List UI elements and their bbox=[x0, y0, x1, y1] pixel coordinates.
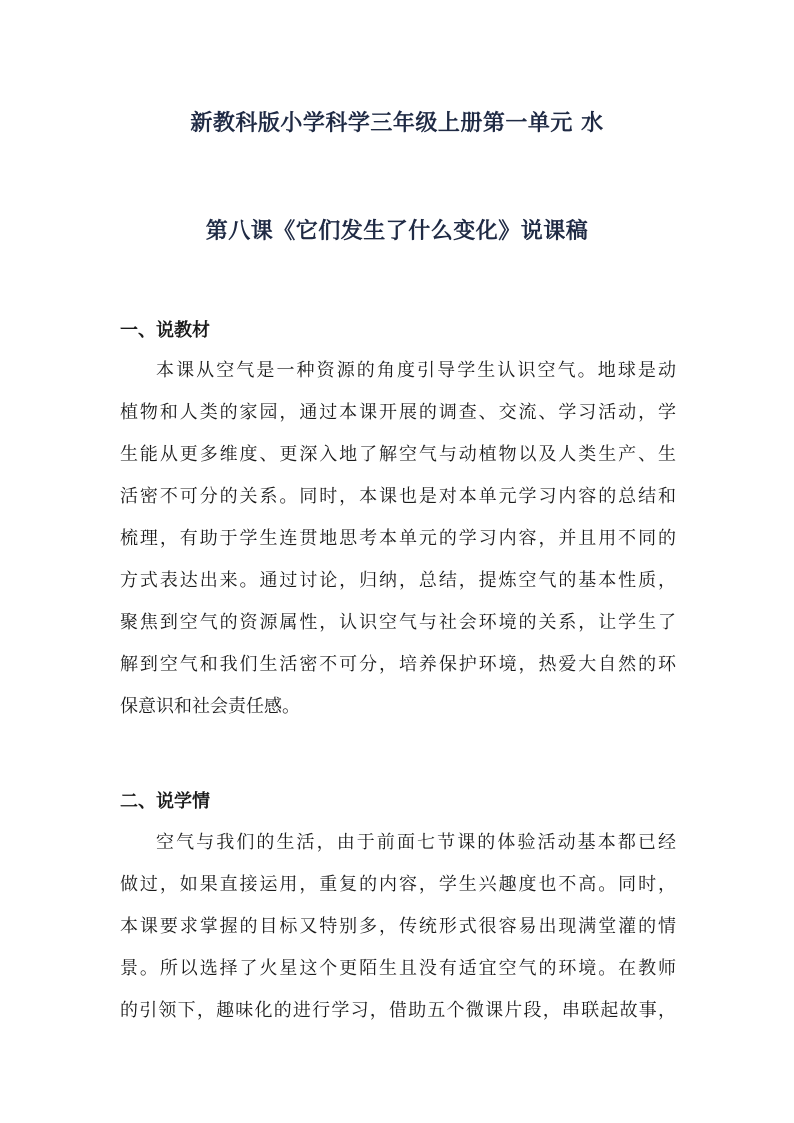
paragraph-line: 梳理，有助于学生连贯地思考本单元的学习内容，并且用不同的 bbox=[120, 528, 676, 549]
paragraph-line: 方式表达出来。通过讨论，归纳，总结，提炼空气的基本性质， bbox=[120, 570, 676, 591]
section-heading-textbook: 一、说教材 bbox=[120, 320, 210, 341]
paragraph-line: 景。所以选择了火星这个更陌生且没有适宜空气的环境。在教师 bbox=[120, 958, 676, 979]
section-paragraph-textbook bbox=[120, 350, 676, 728]
document-title: 新教科版小学科学三年级上册第一单元 水 bbox=[190, 111, 604, 136]
paragraph-line: 做过，如果直接运用，重复的内容，学生兴趣度也不高。同时， bbox=[120, 874, 676, 895]
paragraph-line: 活密不可分的关系。同时，本课也是对本单元学习内容的总结和 bbox=[120, 486, 676, 507]
section-heading-students: 二、说学情 bbox=[120, 791, 210, 812]
lesson-title: 第八课《它们发生了什么变化》说课稿 bbox=[205, 219, 589, 244]
paragraph-line: 本课从空气是一种资源的角度引导学生认识空气。地球是动 bbox=[156, 360, 676, 381]
paragraph-line: 空气与我们的生活，由于前面七节课的体验活动基本都已经 bbox=[156, 832, 676, 853]
paragraph-line: 聚焦到空气的资源属性，认识空气与社会环境的关系，让学生了 bbox=[120, 612, 676, 633]
paragraph-line: 本课要求掌握的目标又特别多，传统形式很容易出现满堂灌的情 bbox=[120, 916, 676, 937]
paragraph-line: 植物和人类的家园，通过本课开展的调查、交流、学习活动，学 bbox=[120, 402, 676, 423]
paragraph-line: 保意识和社会责任感。 bbox=[120, 696, 300, 717]
paragraph-line: 生能从更多维度、更深入地了解空气与动植物以及人类生产、生 bbox=[120, 444, 676, 465]
section-paragraph-students bbox=[120, 822, 676, 1032]
paragraph-line: 解到空气和我们生活密不可分，培养保护环境，热爱大自然的环 bbox=[120, 654, 676, 675]
paragraph-line: 的引领下，趣味化的进行学习，借助五个微课片段，串联起故事， bbox=[120, 1000, 676, 1021]
